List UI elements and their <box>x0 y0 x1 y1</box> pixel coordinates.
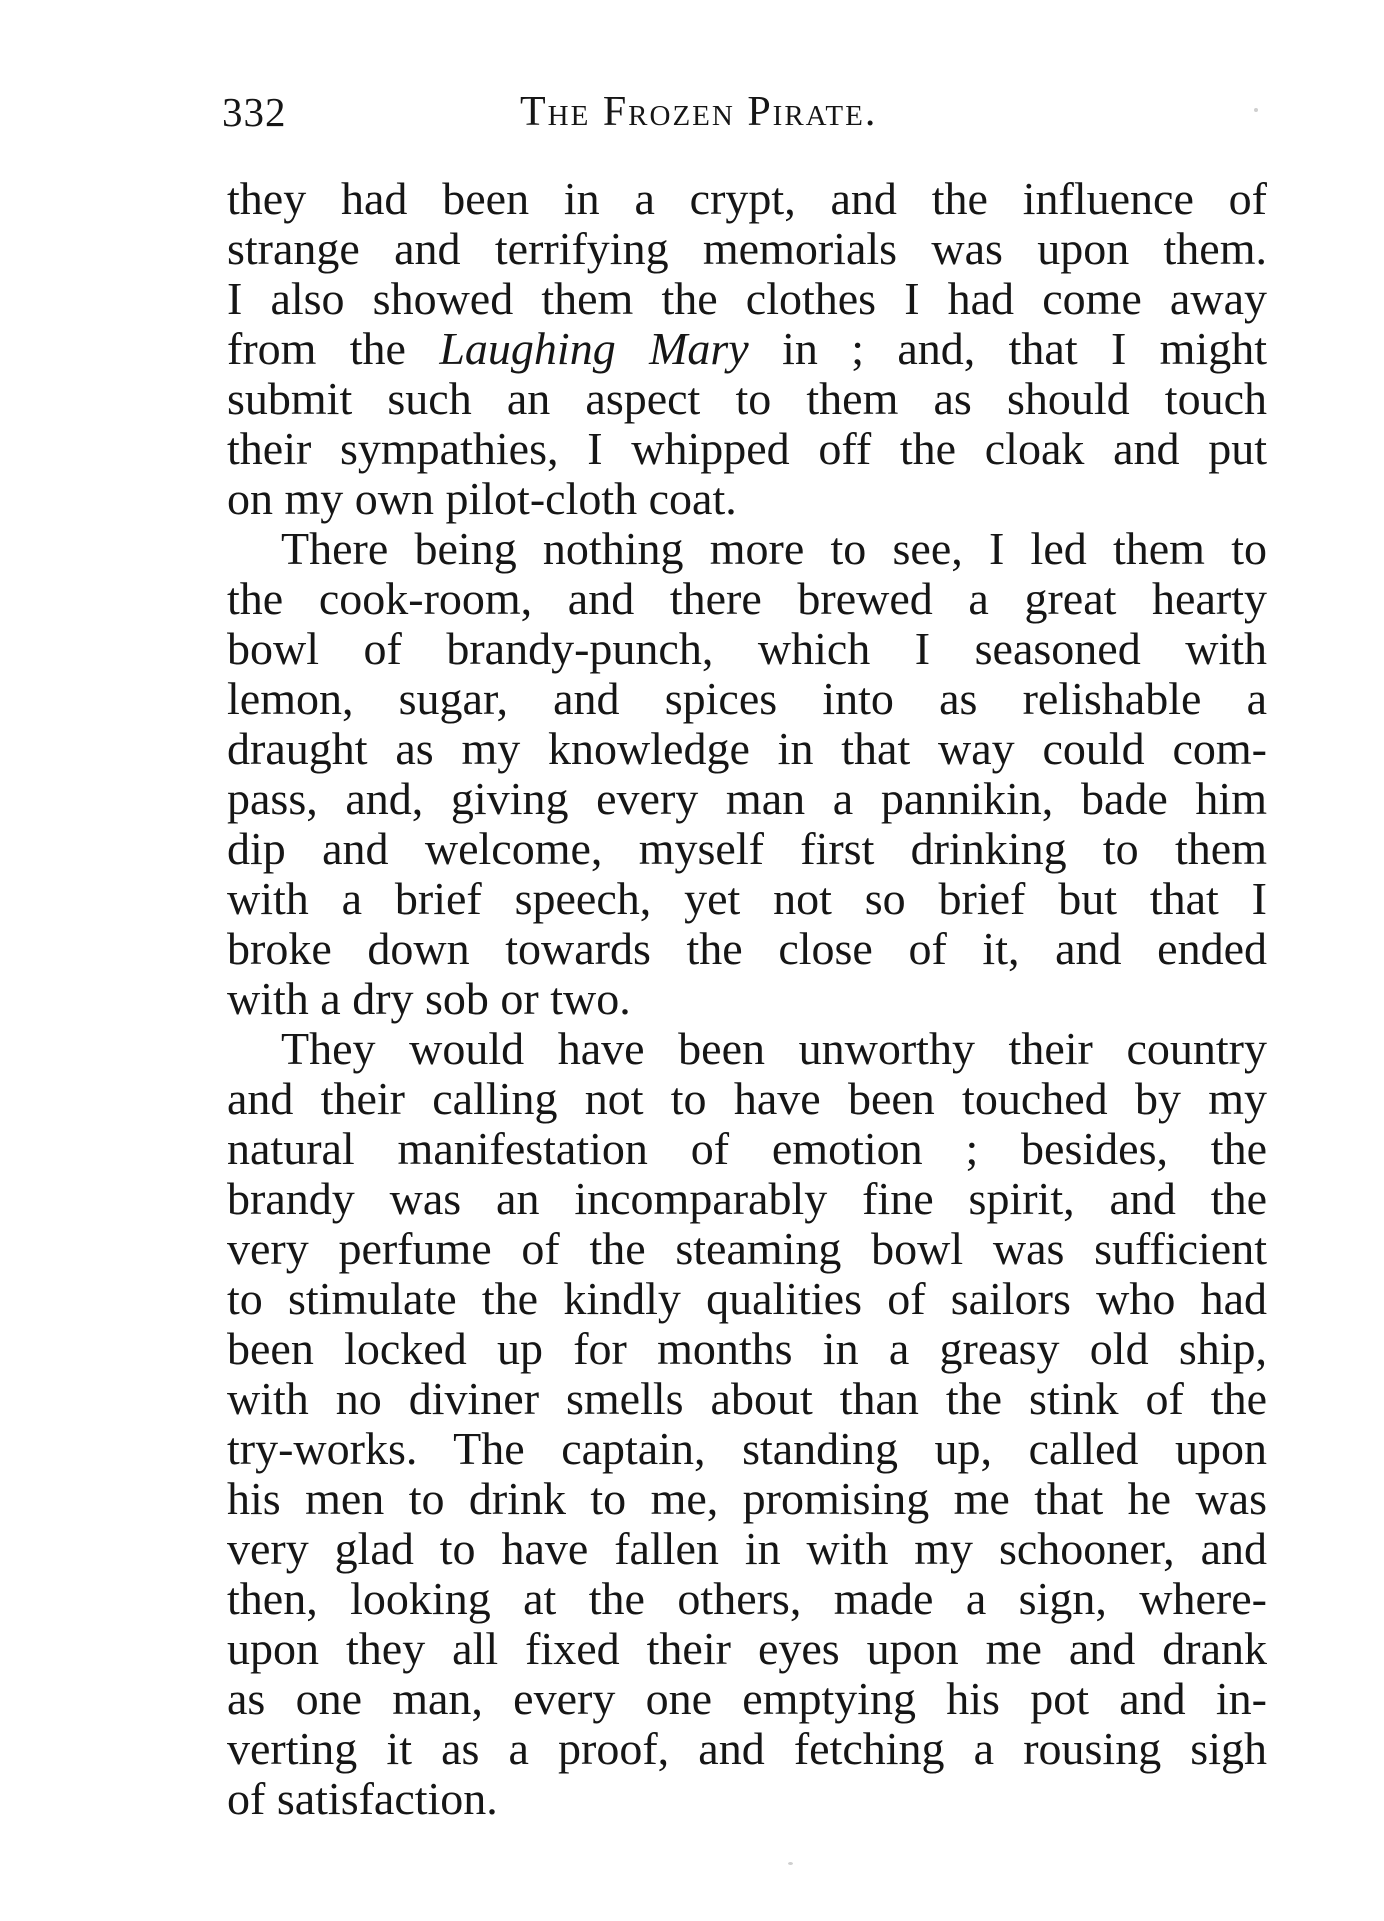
text-line: his men to drink to me, promising me that he was <box>227 1473 1267 1524</box>
text-line: to stimulate the kindly qualities of sailors who had <box>227 1273 1267 1324</box>
text-line: upon they all fixed their eyes upon me and drank <box>227 1623 1267 1674</box>
scan-speck <box>788 1862 793 1865</box>
text-line: with no diviner smells about than the stink of the <box>227 1373 1267 1424</box>
paragraph-start-line: They would have been unworthy their country <box>281 1023 1267 1074</box>
text-line: brandy was an incomparably fine spirit, and the <box>227 1173 1267 1224</box>
text-line: lemon, sugar, and spices into as relishable a <box>227 673 1267 724</box>
text-line: very glad to have fallen in with my schooner, and <box>227 1523 1267 1574</box>
text-line: broke down towards the close of it, and ended <box>227 923 1267 974</box>
text-line: pass, and, giving every man a pannikin, bade him <box>227 773 1267 824</box>
text-line: bowl of brandy-punch, which I seasoned with <box>227 623 1267 674</box>
text-line: try-works. The captain, standing up, called upon <box>227 1423 1267 1474</box>
text-line: as one man, every one emptying his pot and in- <box>227 1673 1267 1724</box>
text-line: natural manifestation of emotion ; besides, the <box>227 1123 1267 1174</box>
text-line-end: in ; and, that I might <box>748 323 1267 374</box>
paragraph-end-line: of satisfaction. <box>227 1773 498 1824</box>
text-line: their sympathies, I whipped off the cloak and put <box>227 423 1267 474</box>
text-line: I also showed them the clothes I had come away <box>227 273 1267 324</box>
paragraph-end-line: with a dry sob or two. <box>227 973 631 1024</box>
page-number: 332 <box>222 89 287 135</box>
text-line-start: from the <box>227 323 440 374</box>
ship-name: Laughing Mary <box>439 323 749 374</box>
text-line: with a brief speech, yet not so brief but that I <box>227 873 1267 924</box>
text-line <box>227 324 1267 374</box>
paragraph-end-line: on my own pilot-cloth coat. <box>227 473 737 524</box>
paragraph-start-line: There being nothing more to see, I led them to <box>281 523 1267 574</box>
text-line: and their calling not to have been touched by my <box>227 1073 1267 1124</box>
text-line: strange and terrifying memorials was upon them. <box>227 223 1267 274</box>
text-line: the cook-room, and there brewed a great hearty <box>227 573 1267 624</box>
scan-speck <box>1254 108 1258 112</box>
page-header <box>222 76 1270 146</box>
text-line: submit such an aspect to them as should touch <box>227 373 1267 424</box>
text-line: been locked up for months in a greasy old ship, <box>227 1323 1267 1374</box>
text-line: dip and welcome, myself first drinking to them <box>227 823 1267 874</box>
text-line: they had been in a crypt, and the influence of <box>227 173 1267 224</box>
text-line: very perfume of the steaming bowl was sufficient <box>227 1223 1267 1274</box>
running-title: The Frozen Pirate. <box>520 89 878 135</box>
text-line: then, looking at the others, made a sign, where- <box>227 1573 1267 1624</box>
body-text <box>227 174 1267 1824</box>
text-line: draught as my knowledge in that way could com- <box>227 723 1267 774</box>
text-line: verting it as a proof, and fetching a rousing sigh <box>227 1723 1267 1774</box>
